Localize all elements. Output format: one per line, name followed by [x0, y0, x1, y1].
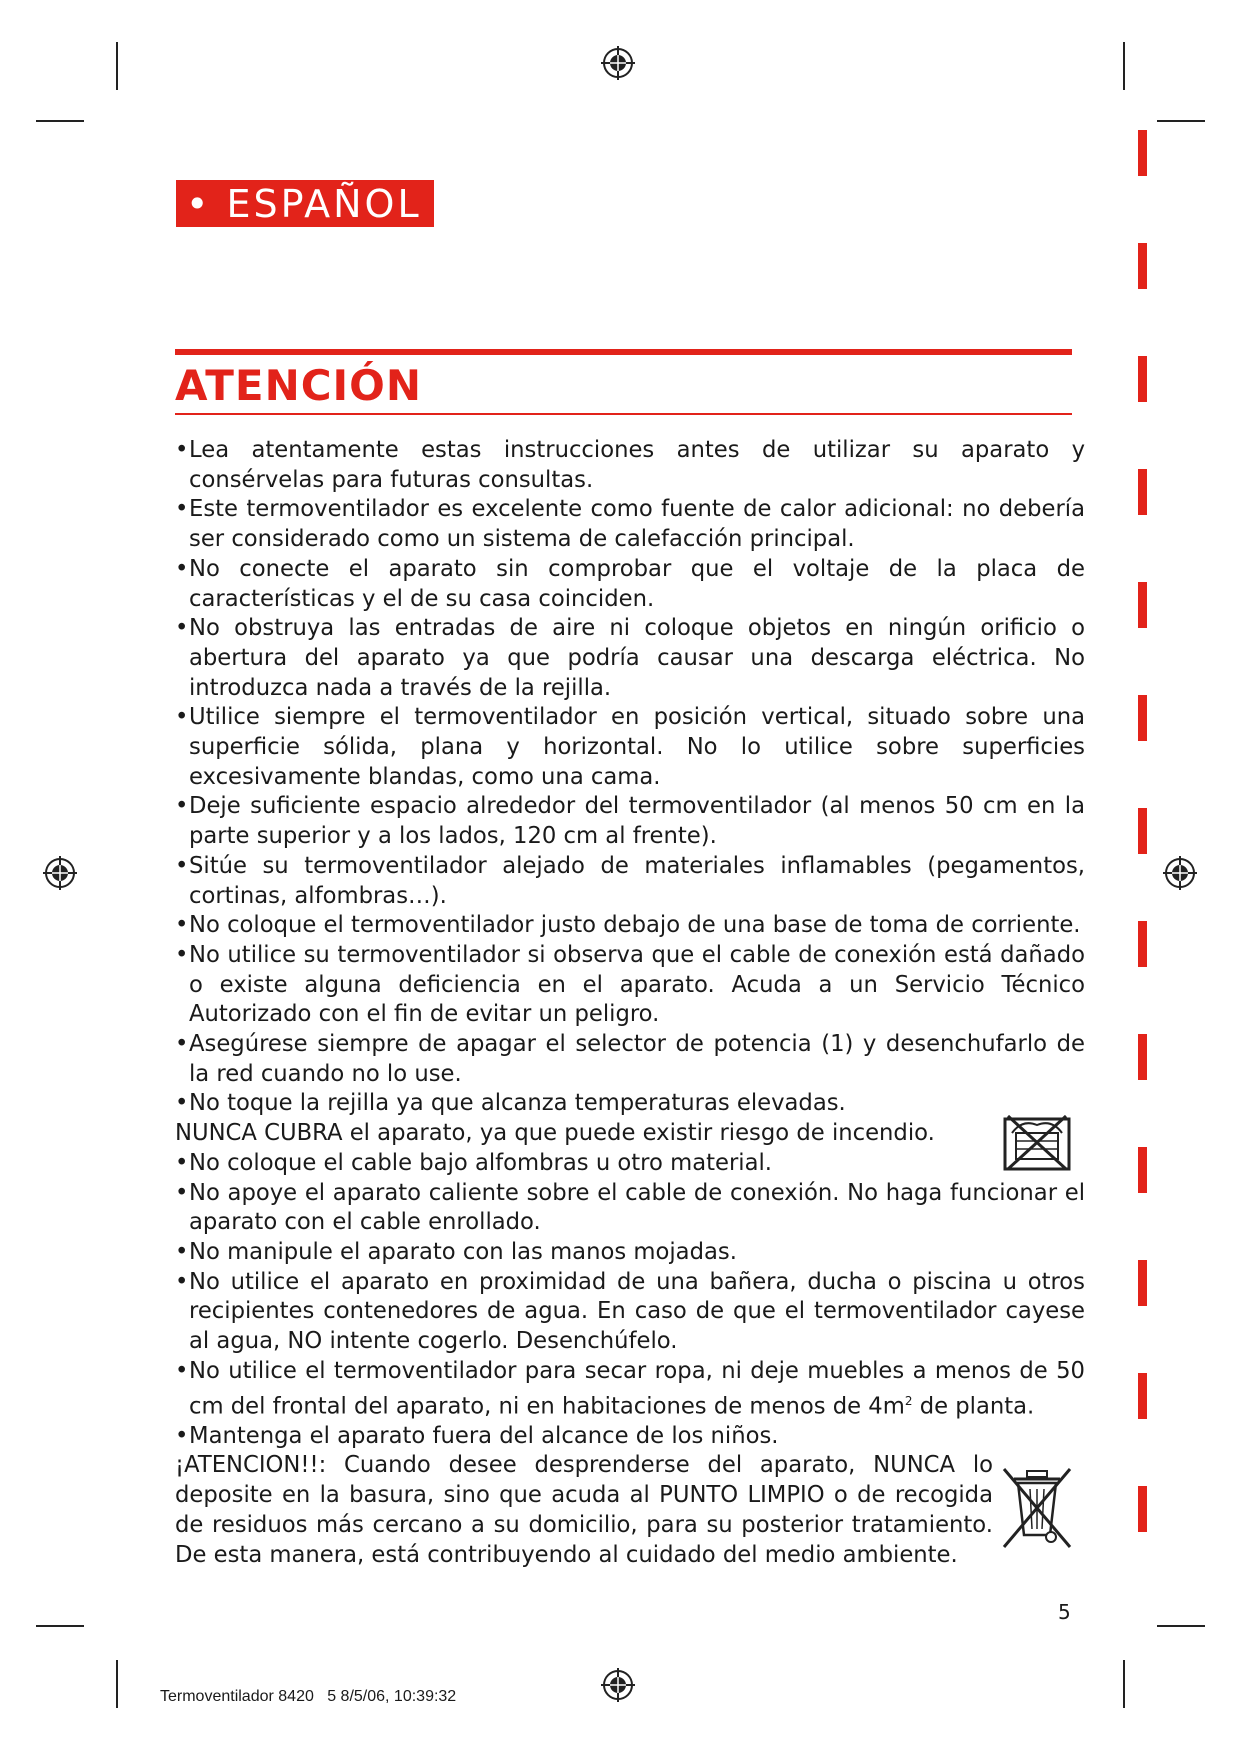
list-item: •Sitúe su termoventilador alejado de materiales inflamables (pegamentos, cortinas, alfombras…). [175, 852, 1085, 909]
color-bar-mark [1138, 130, 1147, 176]
list-item: •No coloque el termoventilador justo debajo de una base de toma de corriente. [175, 912, 1081, 939]
crop-mark [1157, 120, 1205, 122]
crop-mark [36, 120, 84, 122]
list-item: •No coloque el cable bajo alfombras u otro material. [175, 1149, 773, 1176]
list-item: •Deje suficiente espacio alrededor del termoventilador (al menos 50 cm en la parte superior y a los lados, 120 cm al frente). [175, 793, 1085, 850]
crop-mark [1123, 1660, 1125, 1708]
list-item: •No utilice su termoventilador si observa que el cable de conexión está dañado o existe alguna deficiencia en el aparato. Acuda a un Servicio Técnico Autorizado con el fin de evitar un peligro. [175, 941, 1085, 1028]
list-item: •No apoye el aparato caliente sobre el cable de conexión. No haga funcionar el aparato con el cable enrollado. [175, 1179, 1085, 1236]
color-bar-mark [1138, 356, 1147, 402]
color-bar-mark [1138, 1147, 1147, 1193]
list-item: •Mantenga el aparato fuera del alcance de los niños. [175, 1422, 779, 1449]
list-item: •No obstruya las entradas de aire ni coloque objetos en ningún orificio o abertura del aparato ya que podría causar una descarga eléctrica. No introduzca nada a través de la rejilla. [175, 615, 1085, 701]
list-item: •No conecte el aparato sin comprobar que el voltaje de la placa de características y el de su casa coinciden. [175, 555, 1085, 612]
color-bar-mark [1138, 1373, 1147, 1419]
color-bar-mark [1138, 1486, 1147, 1532]
color-bar-mark [1138, 582, 1147, 628]
do-not-cover-icon [1002, 1111, 1072, 1173]
registration-mark-icon [601, 1668, 635, 1702]
list-item: •Este termoventilador es excelente como fuente de calor adicional: no debería ser considerado como un sistema de calefacción principal. [175, 496, 1085, 553]
list-item: •No toque la rejilla ya que alcanza temperaturas elevadas. [175, 1090, 846, 1117]
registration-mark-icon [43, 856, 77, 890]
list-item: •No utilice el aparato en proximidad de una bañera, ducha o piscina u otros recipientes contenedores de agua. En caso de que el termoventilador cayese al agua, NO intente cogerlo. Desenchúfelo. [175, 1268, 1085, 1355]
page-number: 5 [1058, 1600, 1071, 1624]
cover-warning: NUNCA CUBRA el aparato, ya que puede existir riesgo de incendio. [175, 1120, 935, 1147]
crop-mark [116, 1660, 118, 1708]
color-bar-mark [1138, 808, 1147, 854]
list-item: •Asegúrese siempre de apagar el selector de potencia (1) y desenchufarlo de la red cuando no lo use. [175, 1031, 1085, 1087]
color-bar-mark [1138, 1260, 1147, 1306]
print-footer: Termoventilador 8420 5 8/5/06, 10:39:32 [160, 1688, 457, 1705]
color-bar-mark [1138, 695, 1147, 741]
crop-mark [116, 42, 118, 90]
crop-mark [1123, 42, 1125, 90]
list-item: •Lea atentamente estas instrucciones antes de utilizar su aparato y consérvelas para futuras consultas. [175, 437, 1085, 493]
language-badge: • ESPAÑOL [176, 180, 434, 227]
instructions-list [175, 436, 1085, 1570]
color-bar-mark [1138, 1034, 1147, 1080]
registration-mark-icon [1163, 856, 1197, 890]
crop-mark [1157, 1625, 1205, 1627]
heading-rule-top [175, 349, 1072, 355]
list-item: •Utilice siempre el termoventilador en posición vertical, situado sobre una superficie sólida, plana y horizontal. No lo utilice sobre superficies excesivamente blandas, como una cama. [175, 704, 1085, 790]
color-bar-mark [1138, 921, 1147, 967]
disposal-notice: ¡ATENCION!!: Cuando desee desprenderse del aparato, NUNCA lo deposite en la basura, sino que acuda al PUNTO LIMPIO o de recogida de residuos más cercano a su domicilio, para su posterior tratamiento. De esta manera, está contribuyendo al cuidado del medio ambiente. [175, 1452, 993, 1568]
heading-rule-bottom [175, 413, 1072, 415]
list-item: •No utilice el termoventilador para secar ropa, ni deje muebles a menos de 50 cm del frontal del aparato, ni en habitaciones de menos de $4m^2$ de planta. [175, 1357, 1085, 1420]
page-title: ATENCIÓN [175, 361, 423, 410]
crop-mark [36, 1625, 84, 1627]
list-item: •No manipule el aparato con las manos mojadas. [175, 1238, 737, 1265]
crossed-bin-icon [1000, 1465, 1074, 1551]
registration-mark-icon [601, 46, 635, 80]
color-bar-mark [1138, 243, 1147, 289]
color-bar-mark [1138, 469, 1147, 515]
